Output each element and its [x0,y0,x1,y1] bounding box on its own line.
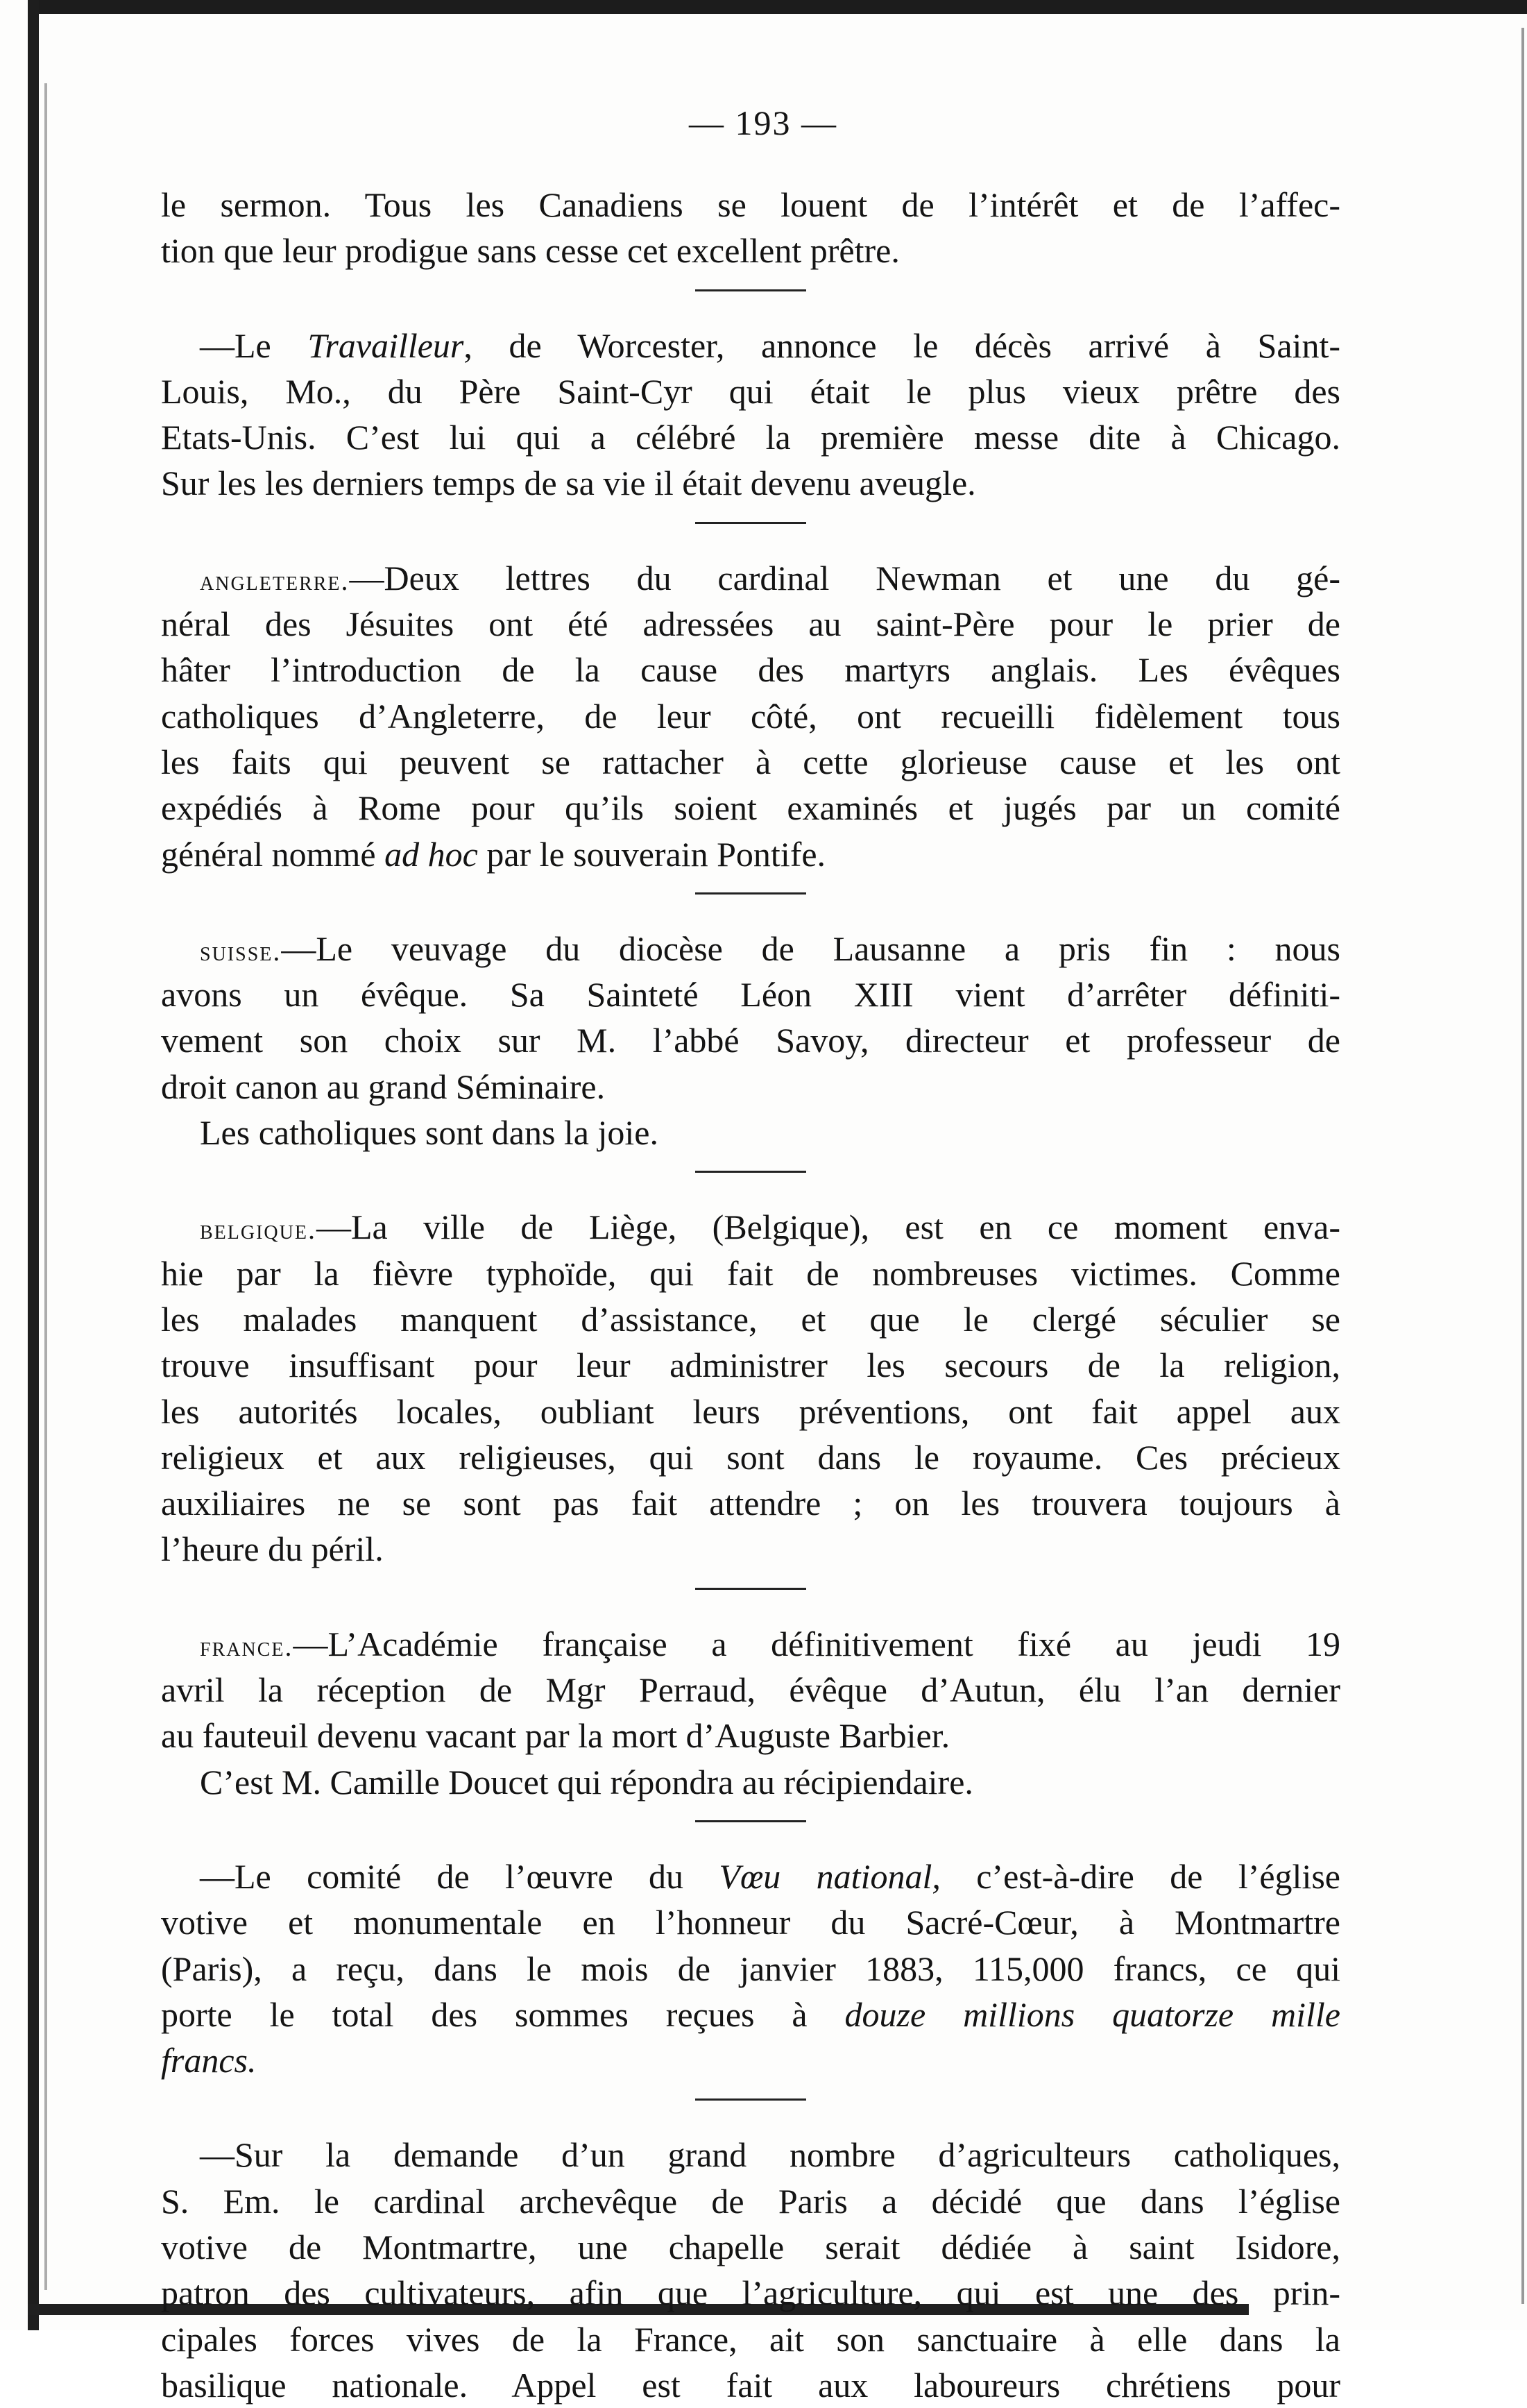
page-number: — 193 — [689,103,837,142]
paragraph [161,926,1340,1155]
text-line [161,2037,1340,2083]
line-text: porte le total des sommes reçues à [161,1994,845,2034]
text-line: les faits qui peuvent se rattacher à cette glorieuse cause et les ont [161,742,1340,781]
line-text: par le souverain Pontife. [477,834,826,874]
paragraph [161,1621,1340,1805]
text-line: (Paris), a reçu, dans le mois de janvier 1883, 115,000 francs, ce qui [161,1949,1340,1988]
text-line: néral des Jésuites ont été adressées au saint-Père pour le prier de [161,604,1340,644]
text-line: basilique nationale. Appel est fait aux laboureurs chrétiens pour [161,2365,1340,2405]
text-line: cipales forces vives de la France, ait son sanctuaire à elle dans la [161,2319,1340,2359]
text-line: droit canon au grand Séminaire. [161,1067,606,1106]
paragraph [161,2132,1340,2408]
text-line: Etats-Unis. C’est lui qui a célébré la première messe dite à Chicago. [161,418,1340,457]
text-line: —Sur la demande d’un grand nombre d’agriculteurs catholiques, [200,2135,1340,2175]
scan-shadow-left [44,83,47,2290]
scan-border-left [28,0,39,2330]
text-line [161,1621,1340,1667]
text-line [161,926,1340,972]
paragraph [161,1204,1340,1572]
scan-border-top [28,0,1527,14]
paragraph [161,1854,1340,2083]
text-line: hie par la fièvre typhoïde, qui fait de nombreuses victimes. Comme [161,1253,1340,1293]
text-line: les malades manquent d’assistance, et que le clergé séculier se [161,1299,1340,1339]
section-divider [161,2083,1340,2132]
section-divider [161,877,1340,926]
text-line: expédiés à Rome pour qu’ils soient examinés et jugés par un comité [161,788,1340,828]
line-text: —Le veuvage du diocèse de Lausanne a pris fin : nous [281,929,1340,968]
line-text: —L’Académie française a définitivement fixé au jeudi 19 [293,1624,1340,1663]
text-line: S. Em. le cardinal archevêque de Paris a décidé que dans l’église [161,2181,1340,2221]
text-line: au fauteuil devenu vacant par la mort d’Auguste Barbier. [161,1716,950,1756]
line-text: général nommé [161,834,385,874]
text-line: hâter l’introduction de la cause des martyrs anglais. Les évêques [161,650,1340,690]
body-text [161,182,1340,2408]
text-line: l’heure du péril. [161,1529,384,1569]
text-line: catholiques d’Angleterre, de leur côté, ont recueilli fidèlement tous [161,696,1340,736]
text-line [161,1204,1340,1250]
text-line: le sermon. Tous les Canadiens se louent de l’intérêt et de l’affec- [161,185,1340,224]
text-line: avril la réception de Mgr Perraud, évêque d’Autun, élu l’an dernier [161,1670,1340,1710]
text-line: tion que leur prodigue sans cesse cet excellent prêtre. [161,231,900,271]
section-divider [161,1572,1340,1621]
line-text: c’est-à-dire de l’église [940,1856,1340,1896]
paragraph [161,182,1340,274]
italic-text: ad hoc [384,834,478,874]
paragraph [161,555,1340,877]
section-divider [161,274,1340,323]
text-line: trouve insuffisant pour leur administrer les secours de la religion, [161,1346,1340,1385]
section-divider [161,1805,1340,1854]
line-text: —Le comité de l’œuvre du [200,1856,719,1896]
text-line [161,831,1340,877]
text-line: patron des cultivateurs, afin que l’agriculture, qui est une des prin- [161,2273,1340,2313]
section-heading: belgique. [200,1214,316,1246]
text-line: Les catholiques sont dans la joie. [200,1113,658,1153]
text-line: votive de Montmartre, une chapelle serait dédiée à saint Isidore, [161,2227,1340,2266]
italic-text: douze millions quatorze mille [844,1994,1340,2034]
italic-text: francs. [161,2041,257,2080]
line-text: —Deux lettres du cardinal Newman et une du gé- [349,558,1340,597]
text-line: Louis, Mo., du Père Saint-Cyr qui était le plus vieux prêtre des [161,371,1340,411]
text-line: auxiliaires ne se sont pas fait attendre ; on les trouvera toujours à [161,1484,1340,1523]
scan-border-right [1521,28,1524,2304]
text-line: Sur les les derniers temps de sa vie il était devenu aveugle. [161,464,976,503]
text-line [161,323,1340,368]
text-line [161,1992,1340,2037]
text-line [161,1854,1340,1899]
text-line: religieux et aux religieuses, qui sont dans le royaume. Ces précieux [161,1437,1340,1477]
line-text: , de Worcester, annonce le décès arrivé à Saint- [463,325,1340,365]
italic-title: Vœu national, [719,1856,941,1896]
text-line: votive et monumentale en l’honneur du Sacré-Cœur, à Montmartre [161,1903,1340,1942]
section-heading: suisse. [200,935,282,967]
line-text: —La ville de Liège, (Belgique), est en ce moment enva- [316,1207,1340,1247]
line-text: —Le [200,325,308,365]
text-line [161,555,1340,601]
section-heading: angleterre. [200,564,350,596]
text-line: C’est M. Camille Doucet qui répondra au récipiendaire. [200,1762,973,1801]
paragraph [161,323,1340,507]
italic-title: Travailleur [307,325,464,365]
text-line: vement son choix sur M. l’abbé Savoy, directeur et professeur de [161,1021,1340,1060]
text-line: les autorités locales, oubliant leurs préventions, ont fait appel aux [161,1391,1340,1431]
section-divider [161,507,1340,555]
text-line: avons un évêque. Sa Sainteté Léon XIII vient d’arrêter définiti- [161,975,1340,1015]
section-divider [161,1155,1340,1204]
section-heading: france. [200,1630,293,1662]
